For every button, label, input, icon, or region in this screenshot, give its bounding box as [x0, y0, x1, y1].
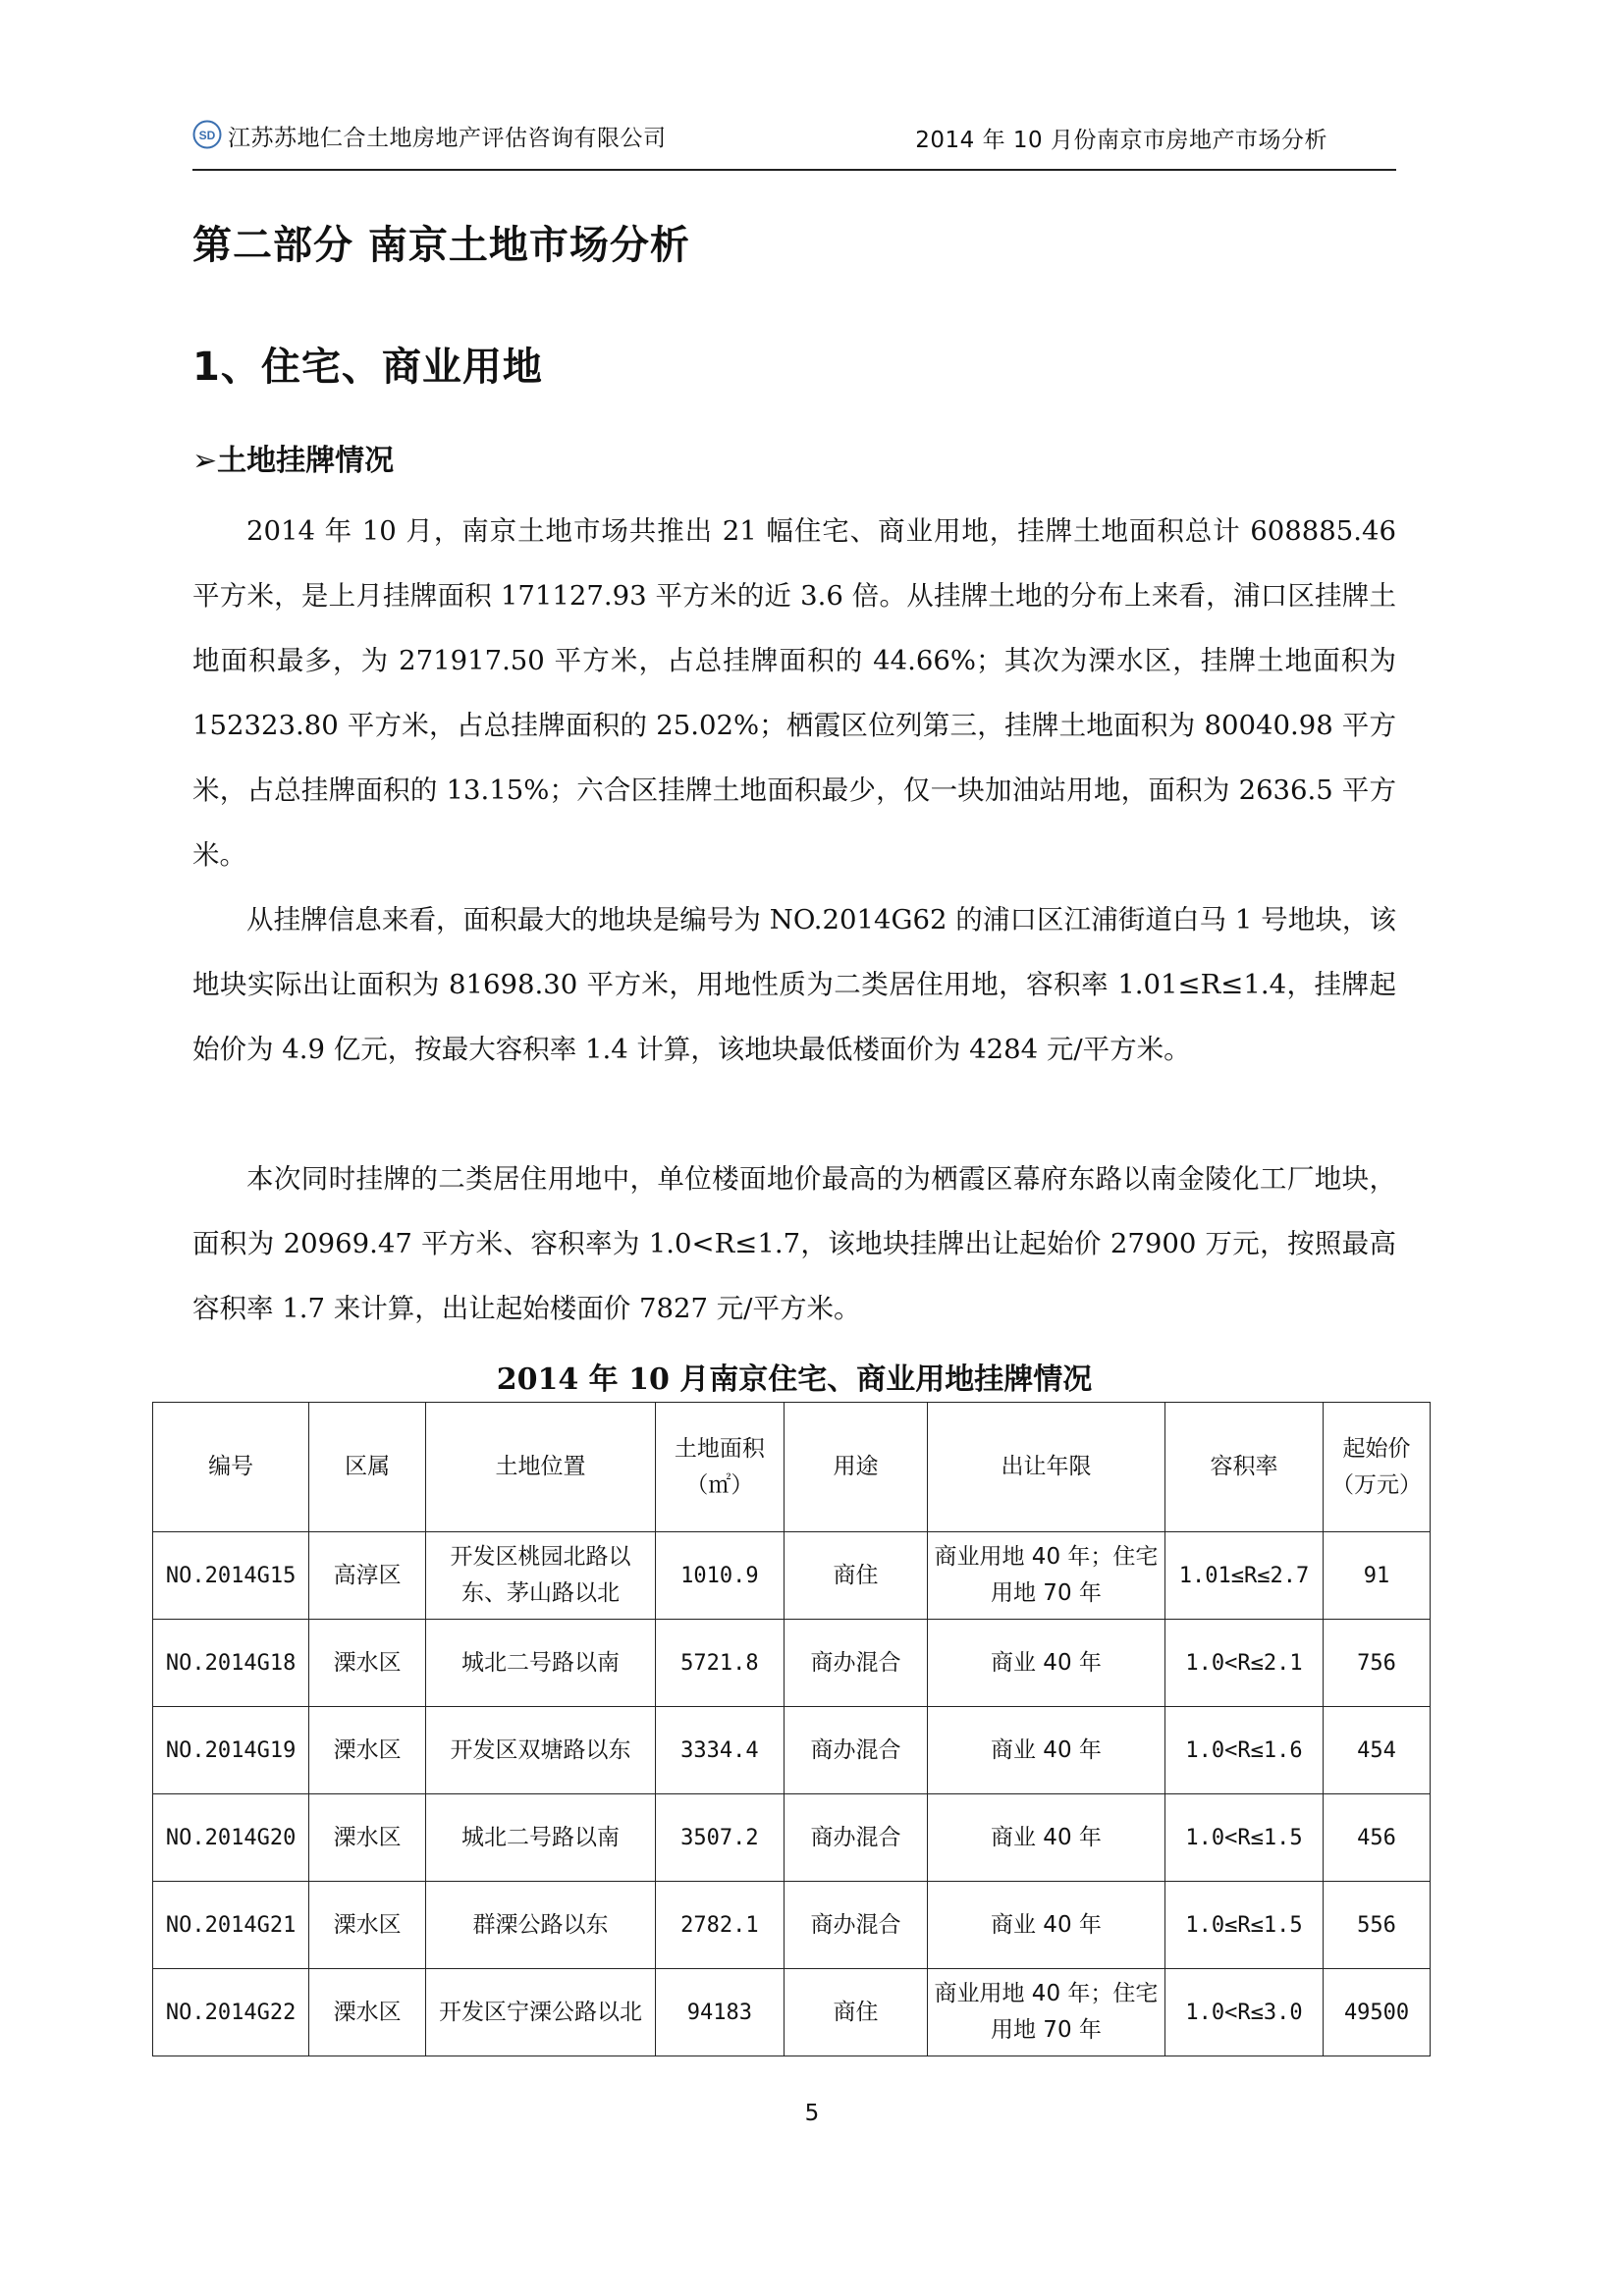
- cell-price: 91: [1324, 1532, 1431, 1620]
- cell-use: 商办混合: [784, 1882, 927, 1969]
- cell-id: NO.2014G19: [153, 1707, 309, 1794]
- cell-area: 3507.2: [655, 1794, 784, 1882]
- col-header: 容积率: [1164, 1403, 1323, 1532]
- sub-title-text: 土地挂牌情况: [217, 444, 395, 478]
- table-title: 2014 年 10 月南京住宅、商业用地挂牌情况: [496, 1362, 1093, 1397]
- cell-location: 群溧公路以东: [426, 1882, 656, 1969]
- cell-district: 溧水区: [309, 1969, 426, 2056]
- cell-far: 1.0<R≤1.6: [1164, 1707, 1323, 1794]
- cell-area: 2782.1: [655, 1882, 784, 1969]
- section-title: 1、住宅、商业用地: [192, 345, 543, 390]
- cell-use: 商住: [784, 1532, 927, 1620]
- cell-price: 756: [1324, 1620, 1431, 1707]
- col-header: 用途: [784, 1403, 927, 1532]
- table-row: [153, 1882, 1431, 1969]
- company-logo-icon: [192, 120, 222, 149]
- cell-district: 溧水区: [309, 1707, 426, 1794]
- cell-use: 商办混合: [784, 1707, 927, 1794]
- cell-area: 3334.4: [655, 1707, 784, 1794]
- cell-use: 商办混合: [784, 1794, 927, 1882]
- table-row: [153, 1532, 1431, 1620]
- cell-district: 溧水区: [309, 1882, 426, 1969]
- cell-price: 556: [1324, 1882, 1431, 1969]
- table-row: [153, 1707, 1431, 1794]
- col-header: 编号: [153, 1403, 309, 1532]
- table-row: [153, 1969, 1431, 2056]
- cell-term: 商业用地 40 年；住宅用地 70 年: [928, 1532, 1165, 1620]
- cell-area: 94183: [655, 1969, 784, 2056]
- sub-title: [192, 436, 394, 479]
- table-row: [153, 1794, 1431, 1882]
- page-number: 5: [804, 2101, 820, 2126]
- svg-text:SD: SD: [198, 129, 216, 142]
- cell-term: 商业 40 年: [928, 1707, 1165, 1794]
- cell-far: 1.0≤R≤1.5: [1164, 1882, 1323, 1969]
- table-header-row: [153, 1403, 1431, 1532]
- cell-district: 溧水区: [309, 1620, 426, 1707]
- cell-area: 1010.9: [655, 1532, 784, 1620]
- cell-district: 溧水区: [309, 1794, 426, 1882]
- cell-far: 1.0<R≤1.5: [1164, 1794, 1323, 1882]
- cell-far: 1.0<R≤2.1: [1164, 1620, 1323, 1707]
- cell-use: 商办混合: [784, 1620, 927, 1707]
- cell-id: NO.2014G15: [153, 1532, 309, 1620]
- part-title: 第二部分 南京土地市场分析: [192, 223, 690, 268]
- col-header: 土地面积（㎡）: [655, 1403, 784, 1532]
- cell-far: 1.01≤R≤2.7: [1164, 1532, 1323, 1620]
- paragraph-1: 2014 年 10 月，南京土地市场共推出 21 幅住宅、商业用地，挂牌土地面积总计 608885.46 平方米，是上月挂牌面积 171127.93 平方米的近 3.6 倍。从挂牌土地的分布上来看，浦口区挂牌土地面积最多，为 271917.50 平方米，占总挂牌面积的 44.66%；其次为溧水区，挂牌土地面积为 152323.80 平方米，占总挂牌面积的 25.02%；栖霞区位列第三，挂牌土地面积为 80040.98 平方米，占总挂牌面积的 13.15%；六合区挂牌土地面积最少，仅一块加油站用地，面积为 2636.5 平方米。: [192, 515, 1396, 871]
- cell-location: 城北二号路以南: [426, 1620, 656, 1707]
- cell-use: 商住: [784, 1969, 927, 2056]
- cell-area: 5721.8: [655, 1620, 784, 1707]
- col-header: 区属: [309, 1403, 426, 1532]
- cell-id: NO.2014G21: [153, 1882, 309, 1969]
- cell-far: 1.0<R≤3.0: [1164, 1969, 1323, 2056]
- table-row: [153, 1620, 1431, 1707]
- cell-term: 商业 40 年: [928, 1620, 1165, 1707]
- cell-term: 商业 40 年: [928, 1794, 1165, 1882]
- cell-price: 456: [1324, 1794, 1431, 1882]
- cell-term: 商业用地 40 年；住宅用地 70 年: [928, 1969, 1165, 2056]
- company-name: 江苏苏地仁合土地房地产评估咨询有限公司: [228, 126, 667, 151]
- cell-price: 49500: [1324, 1969, 1431, 2056]
- cell-location: 开发区桃园北路以东、茅山路以北: [426, 1532, 656, 1620]
- cell-id: NO.2014G18: [153, 1620, 309, 1707]
- cell-id: NO.2014G20: [153, 1794, 309, 1882]
- arrow-bullet-icon: ➢: [192, 444, 218, 478]
- report-title: 2014 年 10 月份南京市房地产市场分析: [915, 128, 1327, 153]
- page-header: [192, 114, 1396, 171]
- cell-location: 城北二号路以南: [426, 1794, 656, 1882]
- col-header: 土地位置: [426, 1403, 656, 1532]
- col-header: 起始价（万元）: [1324, 1403, 1431, 1532]
- cell-id: NO.2014G22: [153, 1969, 309, 2056]
- paragraph-2: 从挂牌信息来看，面积最大的地块是编号为 NO.2014G62 的浦口区江浦街道白马 1 号地块，该地块实际出让面积为 81698.30 平方米，用地性质为二类居住用地，容积率 1.01≤R≤1.4，挂牌起始价为 4.9 亿元，按最大容积率 1.4 计算，该地块最低楼面价为 4284 元/平方米。: [192, 904, 1396, 1065]
- paragraph-3: 本次同时挂牌的二类居住用地中，单位楼面地价最高的为栖霞区幕府东路以南金陵化工厂地块，面积为 20969.47 平方米、容积率为 1.0<R≤1.7，该地块挂牌出让起始价 27900 万元，按照最高容积率 1.7 来计算，出让起始楼面价 7827 元/平方米。: [192, 1163, 1396, 1324]
- col-header: 出让年限: [928, 1403, 1165, 1532]
- cell-district: 高淳区: [309, 1532, 426, 1620]
- cell-price: 454: [1324, 1707, 1431, 1794]
- land-listing-table: [152, 1402, 1431, 2056]
- cell-location: 开发区宁溧公路以北: [426, 1969, 656, 2056]
- cell-term: 商业 40 年: [928, 1882, 1165, 1969]
- cell-location: 开发区双塘路以东: [426, 1707, 656, 1794]
